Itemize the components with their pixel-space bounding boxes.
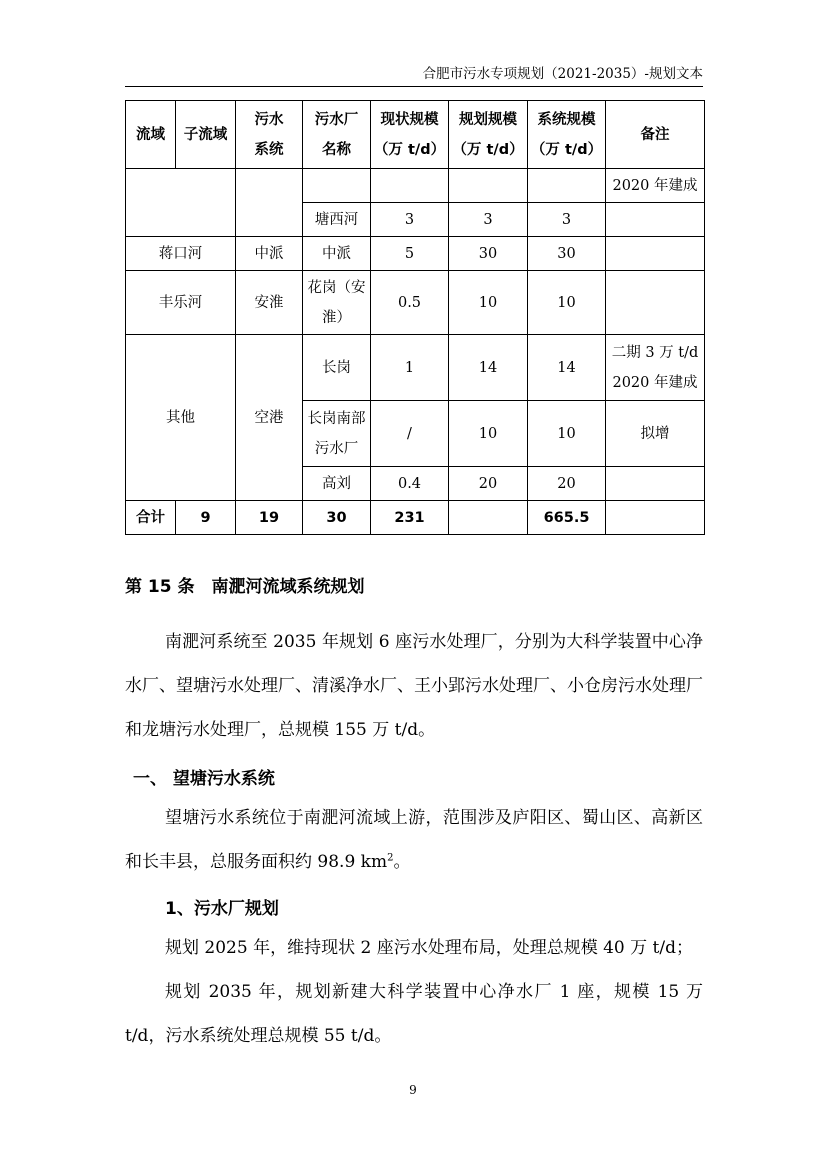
- cell-current: 3: [371, 203, 449, 237]
- cell-total-system-scale: 665.5: [528, 501, 606, 535]
- section-heading: 一、 望塘污水系统: [133, 769, 275, 789]
- table-total-row: [126, 501, 705, 535]
- cell-plant: 花岗（安 淮）: [303, 271, 371, 335]
- cell-planned: 10: [449, 401, 528, 467]
- cell-system-scale: 20: [528, 467, 606, 501]
- cell-current: /: [371, 401, 449, 467]
- cell-system-scale: 30: [528, 237, 606, 271]
- cell-planned: 30: [449, 237, 528, 271]
- cell-planned: [449, 169, 528, 203]
- cell-system-scale: 14: [528, 335, 606, 401]
- cell-total-plants: 30: [303, 501, 371, 535]
- col-header-current-scale: 现状规模 （万 t/d）: [371, 101, 449, 169]
- cell-system: 空港: [236, 335, 303, 501]
- cell-system-scale: 3: [528, 203, 606, 237]
- cell-plant: 长岗南部 污水厂: [303, 401, 371, 467]
- plan-2025-paragraph: 规划 2025 年，维持现状 2 座污水处理布局，处理总规模 40 万 t/d；: [165, 938, 693, 958]
- cell-plant: 中派: [303, 237, 371, 271]
- cell-system-scale: 10: [528, 271, 606, 335]
- cell-total-planned: [449, 501, 528, 535]
- cell-current: 1: [371, 335, 449, 401]
- page-number: 9: [409, 1083, 417, 1097]
- cell-current: 5: [371, 237, 449, 271]
- table-row: [126, 271, 705, 335]
- running-header: 合肥市污水专项规划（2021-2035）-规划文本: [422, 66, 703, 82]
- intro-paragraph: 南淝河系统至 2035 年规划 6 座污水处理厂，分别为大科学装置中心净水厂、望塘污水处理厂、清溪净水厂、王小郢污水处理厂、小仓房污水处理厂和龙塘污水处理厂，总规模 155 万 t/d。: [125, 632, 703, 740]
- cell-basin: 蒋口河: [126, 237, 236, 271]
- cell-current: 0.4: [371, 467, 449, 501]
- table-row: [126, 169, 705, 203]
- cell-system: [236, 169, 303, 237]
- cell-note: [606, 467, 705, 501]
- cell-note: 二期 3 万 t/d 2020 年建成: [606, 335, 705, 401]
- cell-note: [606, 203, 705, 237]
- cell-total-label: 合计: [126, 501, 176, 535]
- cell-planned: 3: [449, 203, 528, 237]
- cell-plant: 塘西河: [303, 203, 371, 237]
- section-paragraph: 望塘污水系统位于南淝河流域上游，范围涉及庐阳区、蜀山区、高新区和长丰县，总服务面积约 98.9 $km^2$。: [125, 808, 703, 872]
- plan-2035-paragraph: 规划 2035 年，规划新建大科学装置中心净水厂 1 座，规模 15 万 t/d，污水系统处理总规模 55 t/d。: [125, 982, 703, 1046]
- header-rule: [125, 86, 703, 87]
- cell-planned: 10: [449, 271, 528, 335]
- col-header-plant-name: 污水厂 名称: [303, 101, 371, 169]
- cell-total-current: 231: [371, 501, 449, 535]
- cell-planned: 20: [449, 467, 528, 501]
- cell-plant: 高刘: [303, 467, 371, 501]
- wastewater-plant-table: [125, 100, 705, 535]
- cell-note: 2020 年建成: [606, 169, 705, 203]
- col-header-planned-scale: 规划规模 （万 t/d）: [449, 101, 528, 169]
- table-row: [126, 335, 705, 401]
- table-row: [126, 237, 705, 271]
- cell-system-scale: 10: [528, 401, 606, 467]
- article-heading: 第 15 条 南淝河流域系统规划: [125, 577, 365, 597]
- cell-system: 中派: [236, 237, 303, 271]
- cell-system: 安淮: [236, 271, 303, 335]
- cell-system-scale: [528, 169, 606, 203]
- col-header-system: 污水 系统: [236, 101, 303, 169]
- cell-total-systems: 19: [236, 501, 303, 535]
- cell-note: [606, 271, 705, 335]
- col-header-basin: 流域: [126, 101, 176, 169]
- col-header-system-scale: 系统规模 （万 t/d）: [528, 101, 606, 169]
- cell-basin: 丰乐河: [126, 271, 236, 335]
- cell-note: 拟增: [606, 401, 705, 467]
- subsection-heading: 1、污水厂规划: [165, 899, 279, 919]
- cell-basin: 其他: [126, 335, 236, 501]
- cell-plant: [303, 169, 371, 203]
- cell-basin: [126, 169, 236, 237]
- cell-note: [606, 237, 705, 271]
- cell-current: [371, 169, 449, 203]
- col-header-subbasin: 子流域: [176, 101, 236, 169]
- cell-total-note: [606, 501, 705, 535]
- table-header-row: [126, 101, 705, 169]
- cell-planned: 14: [449, 335, 528, 401]
- cell-plant: 长岗: [303, 335, 371, 401]
- cell-current: 0.5: [371, 271, 449, 335]
- col-header-note: 备注: [606, 101, 705, 169]
- cell-total-subbasins: 9: [176, 501, 236, 535]
